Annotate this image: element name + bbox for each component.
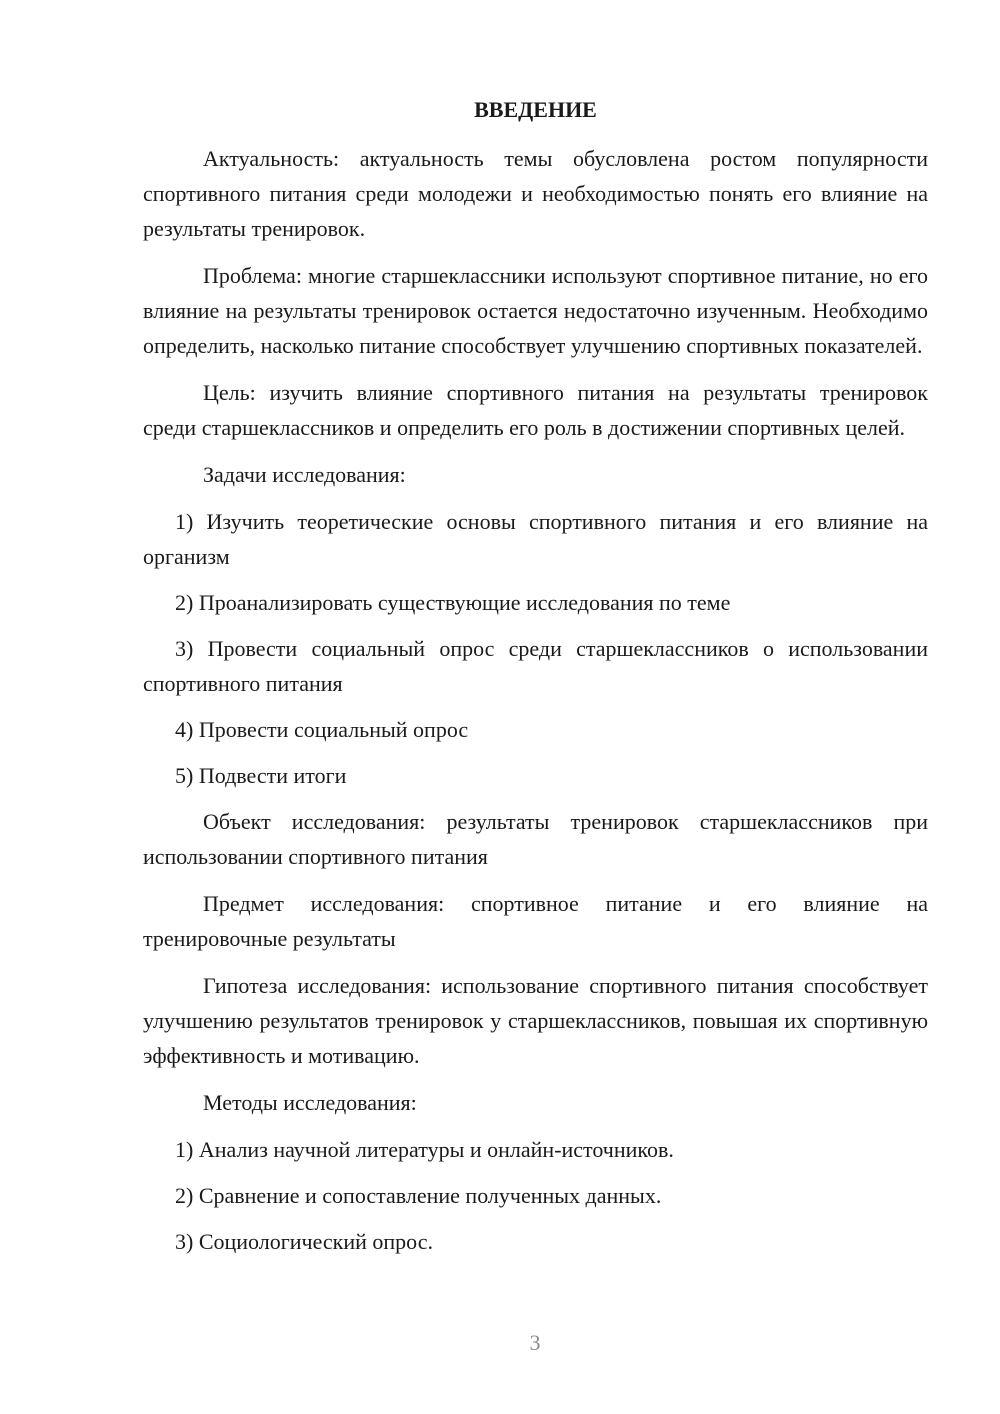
list-item-task-5: 5) Подвести итоги	[175, 763, 347, 788]
list-item-method-1: 1) Анализ научной литературы и онлайн-источников.	[175, 1137, 674, 1162]
tasks-heading: Задачи исследования:	[203, 462, 406, 487]
paragraph-relevance: Актуальность: актуальность темы обусловлена ростом популярности спортивного питания среди молодежи и необходимостью понять его влияние на результаты тренировок.	[143, 146, 928, 241]
list-item-task-3: 3) Провести социальный опрос среди старшеклассников о использовании спортивного питания	[143, 636, 928, 696]
page-number: 3	[529, 1330, 541, 1355]
methods-heading: Методы исследования:	[203, 1090, 417, 1115]
paragraph-goal: Цель: изучить влияние спортивного питания на результаты тренировок среди старшеклассников и определить его роль в достижении спортивных целей.	[143, 380, 928, 440]
list-item-task-1: 1) Изучить теоретические основы спортивного питания и его влияние на организм	[143, 509, 928, 569]
paragraph-subject: Предмет исследования: спортивное питание и его влияние на тренировочные результаты	[143, 891, 928, 951]
paragraph-problem: Проблема: многие старшеклассники используют спортивное питание, но его влияние на результаты тренировок остается недостаточно изученным. Необходимо определить, насколько питание способствует улучшению спортивных показателей.	[143, 263, 928, 358]
list-item-method-2: 2) Сравнение и сопоставление полученных данных.	[175, 1183, 662, 1208]
paragraph-hypothesis: Гипотеза исследования: использование спортивного питания способствует улучшению результатов тренировок у старшеклассников, повышая их спортивную эффективность и мотивацию.	[143, 973, 928, 1068]
document-page	[143, 92, 928, 1270]
list-item-task-2: 2) Проанализировать существующие исследования по теме	[175, 590, 731, 615]
paragraph-object: Объект исследования: результаты тренировок старшеклассников при использовании спортивного питания	[143, 809, 928, 869]
list-item-task-4: 4) Провести социальный опрос	[175, 717, 469, 742]
page-title: ВВЕДЕНИЕ	[474, 97, 597, 122]
list-item-method-3: 3) Социологический опрос.	[175, 1229, 433, 1254]
